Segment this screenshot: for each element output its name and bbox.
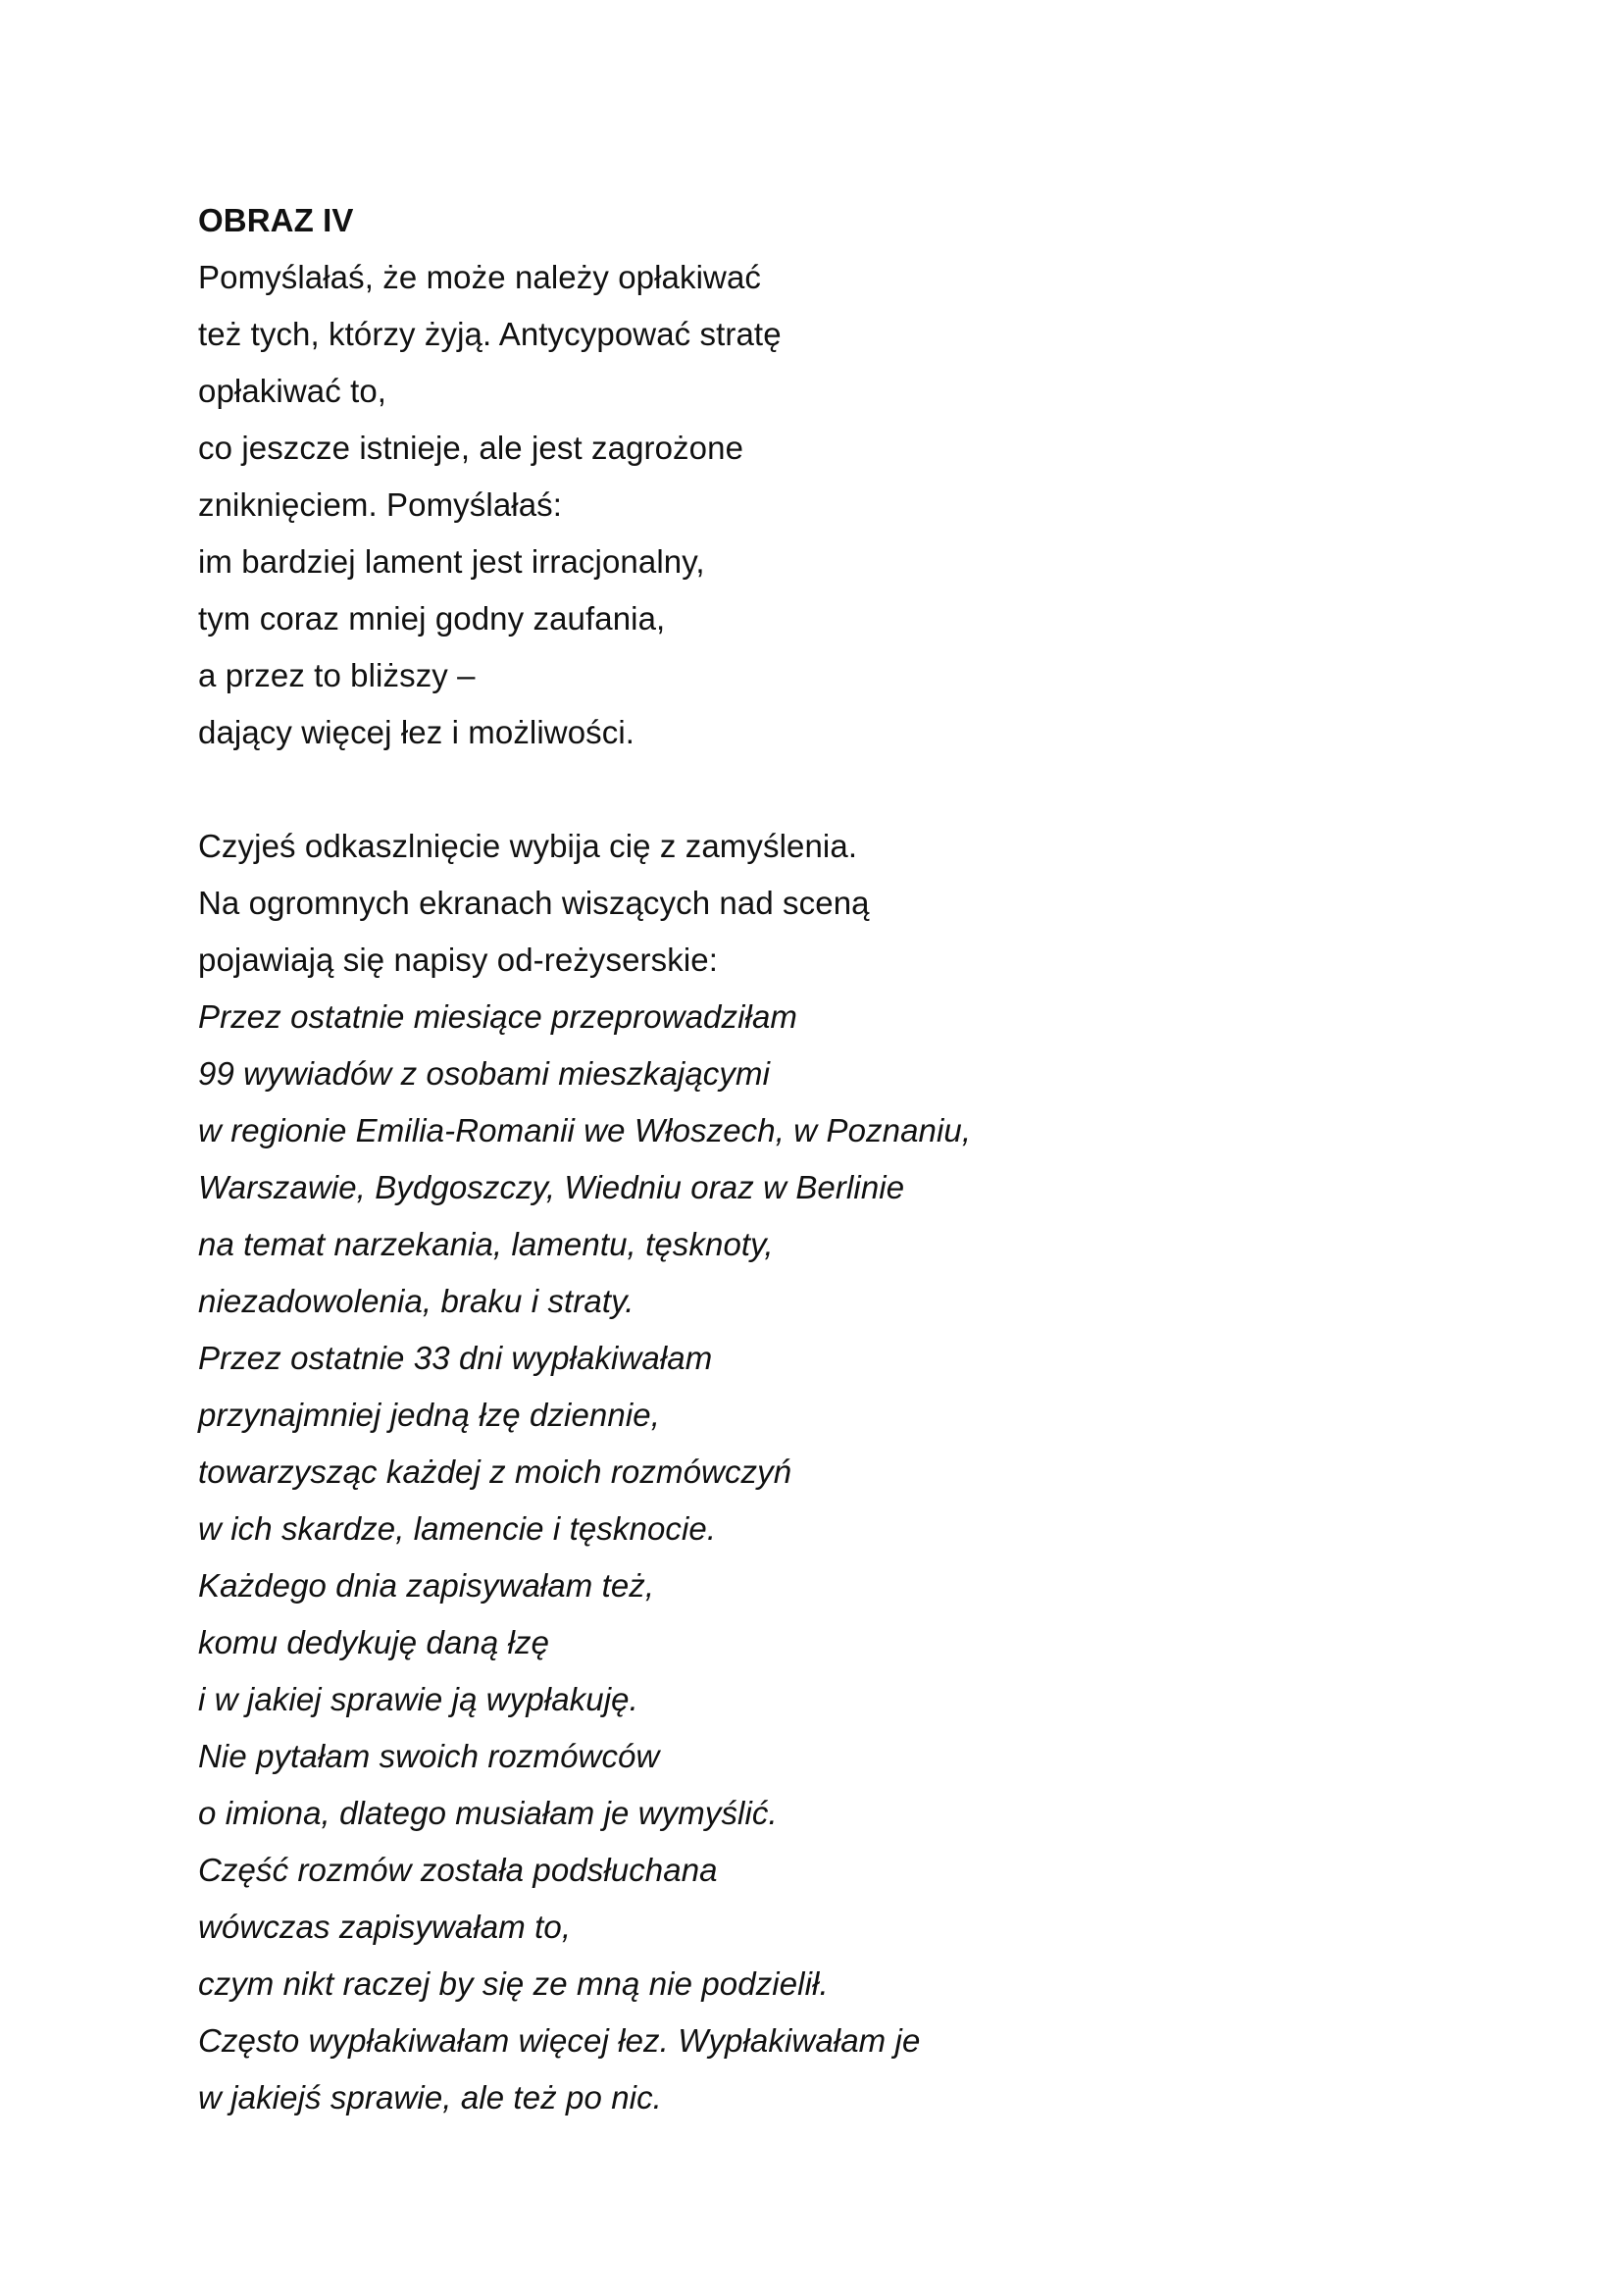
caption-line: w regionie Emilia-Romanii we Włoszech, w Poznaniu,: [198, 1112, 972, 1148]
caption-line: Przez ostatnie miesiące przeprowadziłam: [198, 998, 797, 1035]
caption-line: Warszawie, Bydgoszczy, Wiedniu oraz w Berlinie: [198, 1169, 905, 1205]
caption-line: w ich skardze, lamencie i tęsknocie.: [198, 1510, 717, 1547]
caption-line: czym nikt raczej by się ze mną nie podzielił.: [198, 1965, 829, 2002]
caption-line: na temat narzekania, lamentu, tęsknoty,: [198, 1226, 774, 1262]
caption-line: i w jakiej sprawie ją wypłakuję.: [198, 1681, 638, 1717]
caption-line: o imiona, dlatego musiałam je wymyślić.: [198, 1795, 778, 1831]
verse-line: Pomyślałaś, że może należy opłakiwać: [198, 259, 762, 295]
caption-line: niezadowolenia, braku i straty.: [198, 1283, 634, 1319]
verse-line: co jeszcze istnieje, ale jest zagrożone: [198, 430, 744, 466]
caption-line: Część rozmów została podsłuchana: [198, 1852, 718, 1888]
caption-line: wówczas zapisywałam to,: [198, 1909, 572, 1945]
verse-line: a przez to bliższy –: [198, 657, 476, 693]
verse-line: opłakiwać to,: [198, 373, 387, 409]
stanza-1: [198, 249, 1473, 761]
document-body: [198, 192, 1473, 2126]
caption-line: Nie pytałam swoich rozmówców: [198, 1738, 660, 1774]
verse-line: tym coraz mniej godny zaufania,: [198, 600, 666, 637]
caption-line: Każdego dnia zapisywałam też,: [198, 1567, 655, 1604]
verse-line: Na ogromnych ekranach wiszących nad sceną: [198, 885, 870, 921]
caption-line: 99 wywiadów z osobami mieszkającymi: [198, 1055, 771, 1092]
verse-line: też tych, którzy żyją. Antycypować stratę: [198, 316, 782, 352]
caption-line: Często wypłakiwałam więcej łez. Wypłakiwałam je: [198, 2022, 921, 2059]
caption-line: przynajmniej jedną łzę dziennie,: [198, 1397, 660, 1433]
verse-line: pojawiają się napisy od-reżyserskie:: [198, 942, 719, 978]
verse-line: zniknięciem. Pomyślałaś:: [198, 486, 563, 523]
caption-line: towarzysząc każdej z moich rozmówczyń: [198, 1453, 792, 1490]
caption-line: komu dedykuję daną łzę: [198, 1624, 550, 1660]
stanza-2: [198, 818, 1473, 989]
verse-line: Czyjeś odkaszlnięcie wybija cię z zamyślenia.: [198, 828, 858, 864]
section-title: OBRAZ IV: [198, 202, 354, 238]
director-captions: [198, 989, 1473, 2126]
stanza-gap: [198, 761, 1473, 818]
caption-line: Przez ostatnie 33 dni wypłakiwałam: [198, 1340, 713, 1376]
verse-line: im bardziej lament jest irracjonalny,: [198, 543, 705, 580]
caption-line: w jakiejś sprawie, ale też po nic.: [198, 2079, 662, 2116]
verse-line: dający więcej łez i możliwości.: [198, 714, 635, 750]
